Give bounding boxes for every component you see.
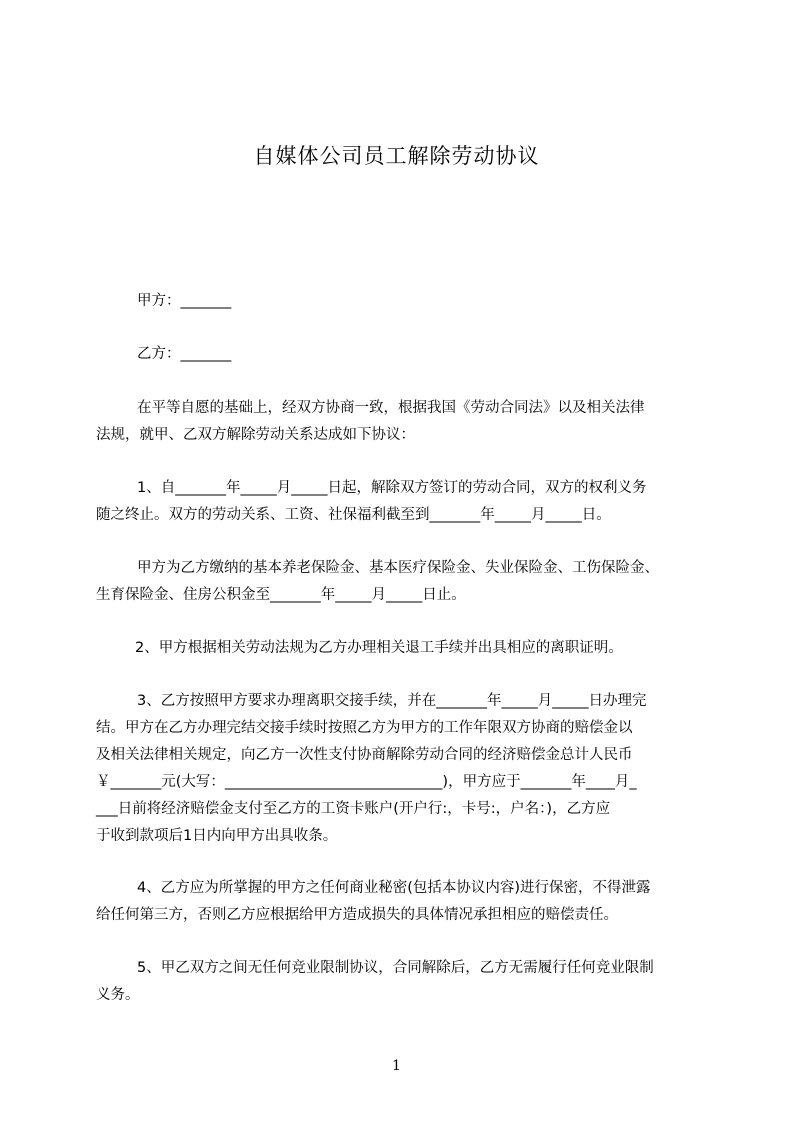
- clause3-line-3: 及相关法律相关规定，向乙方一次性支付协商解除劳动合同的经济赔偿金总计人民币: [96, 747, 633, 763]
- clause3-line-6: 于收到款项后1日内向甲方出具收条。: [96, 828, 338, 844]
- clause2-line-1: 2、甲方根据相关劳动法规为乙方办理相关退工手续并出具相应的离职证明。: [135, 640, 623, 656]
- clause1-line-1: 1、自_______年_____月_____日起，解除双方签订的劳动合同，双方的权利义务: [137, 480, 647, 496]
- clause5-line-1: 5、甲乙双方之间无任何竞业限制协议，合同解除后，乙方无需履行任何竞业限制: [137, 960, 654, 976]
- clause3-line-5: ___日前将经济赔偿金支付至乙方的工资卡账户(开户行:，卡号:，户名：)，乙方应: [96, 801, 611, 817]
- document-title: 自媒体公司员工解除劳动协议: [253, 144, 540, 168]
- clause3-line-4: ￥_______元(大写：______________________________)，甲方应于_______年____月_: [96, 774, 637, 790]
- clause3-line-2: 结。甲方在乙方办理完结交接手续时按照乙方为甲方的工作年限双方协商的赔偿金以: [96, 720, 633, 736]
- insurance-line-1: 甲方为乙方缴纳的基本养老保险金、基本医疗保险金、失业保险金、工伤保险金、: [137, 560, 659, 576]
- insurance-line-2: 生育保险金、住房公积金至_______年_____月_____日止。: [96, 587, 466, 603]
- clause4-line-2: 给任何第三方，否则乙方应根据给甲方造成损失的具体情况承担相应的赔偿责任。: [96, 907, 618, 923]
- party-a-line: 甲方：_______: [137, 293, 232, 309]
- clause1-line-2: 随之终止。双方的劳动关系、工资、社保福利截至到_______年_____月_____日。: [96, 507, 611, 523]
- clause3-line-1: 3、乙方按照甲方要求办理离职交接手续，并在_______年_____月_____日办理完: [137, 693, 647, 709]
- intro-line-2: 法规，就甲、乙双方解除劳动关系达成如下协议：: [96, 427, 415, 443]
- party-b-line: 乙方：_______: [137, 346, 232, 362]
- page-number: 1: [392, 1058, 401, 1074]
- clause4-line-1: 4、乙方应为所掌握的甲方之任何商业秘密(包括本协议内容)进行保密，不得泄露: [137, 880, 651, 896]
- clause5-line-2: 义务。: [96, 987, 140, 1003]
- intro-line-1: 在平等自愿的基础上，经双方协商一致，根据我国《劳动合同法》以及相关法律: [137, 400, 645, 416]
